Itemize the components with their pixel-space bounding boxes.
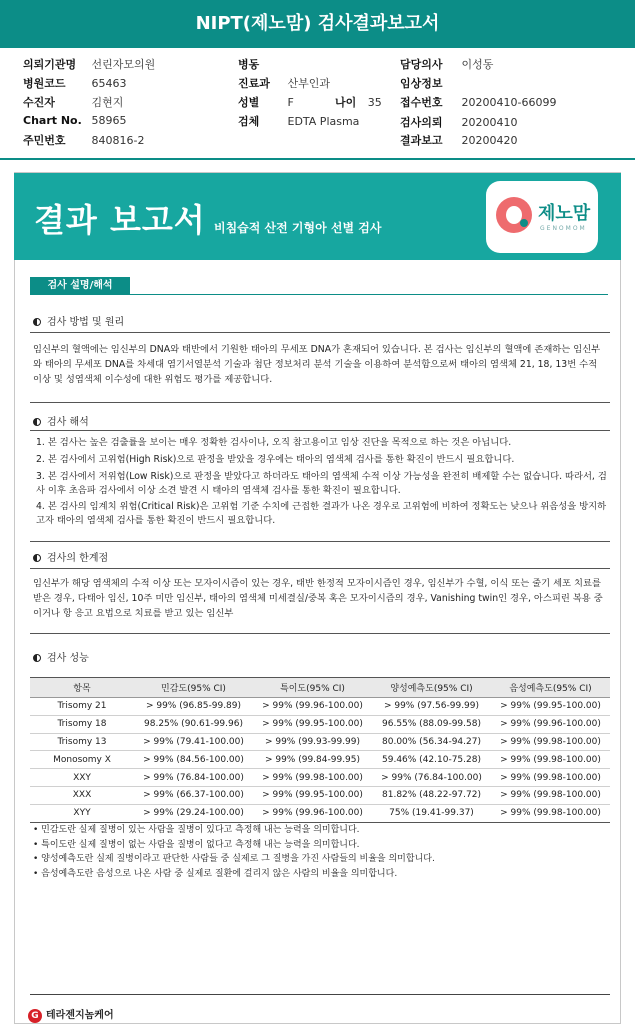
limits-heading: 검사의 한계점 bbox=[33, 549, 108, 564]
limits-text: 임신부가 해당 염색체의 수적 이상 또는 모자이시즘이 있는 경우, 태반 한정적 모자이시즘인 경우, 임신부가 수혈, 이식 또는 줄기 세포 치료를 받은 경우, 다태아 임신, 10주 미만 임신부, 태아의 염색체 미세결실/중복 혹은 모자이시즘의 경우, Vanishing twin인 경우, 아스피린 복용 중이거나 항 응고 요법으로 치료를 받고 있는 임신부 bbox=[33, 578, 603, 619]
column-header: 항목 bbox=[30, 678, 134, 698]
table-header-row bbox=[30, 678, 610, 698]
interpretation-item: 2. 본 검사에서 고위험(High Risk)으로 판정을 받았을 경우에는 태아의 염색체 검사를 통한 확진이 반드시 필요합니다. bbox=[36, 454, 515, 465]
table-cell: 80.00% (56.34-94.27) bbox=[372, 733, 491, 751]
table-row bbox=[30, 698, 610, 716]
table-cell: > 99% (99.96-100.00) bbox=[253, 698, 372, 716]
half-circle-bullet-icon bbox=[33, 554, 41, 562]
age-label: 나이 bbox=[335, 96, 357, 109]
footer-divider bbox=[30, 994, 610, 995]
table-cell: > 99% (99.98-100.00) bbox=[491, 786, 610, 804]
table-cell: Trisomy 18 bbox=[30, 715, 134, 733]
age-value: 35 bbox=[367, 96, 382, 109]
dept-row bbox=[238, 75, 330, 93]
note-item: • 양성예측도란 실제 질병이라고 판단한 사람들 중 실제로 그 질병을 가진 사람들의 비율을 의미합니다. bbox=[33, 854, 435, 864]
accession-value: 20200410-66099 bbox=[461, 96, 557, 109]
table-cell: 81.82% (48.22-97.72) bbox=[372, 786, 491, 804]
table-cell: Trisomy 21 bbox=[30, 698, 134, 716]
table-cell: XYY bbox=[30, 804, 134, 822]
dept-value: 산부인과 bbox=[287, 77, 331, 90]
institution-row bbox=[23, 56, 155, 74]
chart-value: 58965 bbox=[91, 114, 127, 127]
doctor-row bbox=[400, 56, 493, 74]
institution-label: 의뢰기관명 bbox=[23, 58, 77, 71]
table-row bbox=[30, 786, 610, 804]
table-row bbox=[30, 751, 610, 769]
table-cell: 59.46% (42.10-75.28) bbox=[372, 751, 491, 769]
report-row bbox=[400, 132, 518, 150]
table-cell: Trisomy 13 bbox=[30, 733, 134, 751]
logo-subtext: GENOMOM bbox=[540, 225, 587, 232]
receiver-row bbox=[23, 94, 123, 112]
request-label: 검사의뢰 bbox=[400, 116, 443, 129]
table-cell: > 99% (76.84-100.00) bbox=[134, 769, 253, 787]
accession-label: 접수번호 bbox=[400, 96, 443, 109]
table-cell: > 99% (99.95-100.00) bbox=[491, 698, 610, 716]
specimen-label: 검체 bbox=[238, 115, 260, 128]
dept-label: 진료과 bbox=[238, 77, 270, 90]
table-cell: 75% (19.41-99.37) bbox=[372, 804, 491, 822]
table-cell: > 99% (96.85-99.89) bbox=[134, 698, 253, 716]
table-row bbox=[30, 769, 610, 787]
receiver-label: 수진자 bbox=[23, 96, 55, 109]
hospital-code-label: 병원코드 bbox=[23, 77, 66, 90]
interpretation-item: 1. 본 검사는 높은 검출률을 보이는 매우 정확한 검사이나, 오직 참고용이고 임상 진단을 목적으로 하는 것은 아닙니다. bbox=[36, 437, 512, 448]
table-cell: > 99% (99.84-99.95) bbox=[253, 751, 372, 769]
column-header: 양성예측도(95% CI) bbox=[372, 678, 491, 698]
table-cell: > 99% (29.24-100.00) bbox=[134, 804, 253, 822]
half-circle-bullet-icon bbox=[33, 654, 41, 662]
table-cell: Monosomy X bbox=[30, 751, 134, 769]
table-cell: XXY bbox=[30, 769, 134, 787]
sex-label: 성별 bbox=[238, 96, 260, 109]
sex-age-row bbox=[238, 94, 382, 112]
table-cell: > 99% (99.98-100.00) bbox=[491, 804, 610, 822]
table-cell: > 99% (99.95-100.00) bbox=[253, 715, 372, 733]
logo-text: 제노맘 bbox=[538, 203, 591, 224]
performance-heading: 검사 성능 bbox=[33, 649, 89, 664]
genomom-logo bbox=[486, 181, 598, 253]
specimen-value: EDTA Plasma bbox=[287, 115, 360, 128]
table-cell: > 99% (76.84-100.00) bbox=[372, 769, 491, 787]
doctor-label: 담당의사 bbox=[400, 58, 443, 71]
table-cell: > 99% (99.98-100.00) bbox=[491, 733, 610, 751]
report-title: NIPT(제노맘) 검사결과보고서 bbox=[0, 0, 635, 48]
request-row bbox=[400, 114, 518, 132]
note-item: • 민감도란 실제 질병이 있는 사람을 질병이 있다고 측정해 내는 능력을 의미합니다. bbox=[33, 825, 360, 835]
banner-title: 결과 보고서 bbox=[34, 201, 206, 239]
interpretation-item: 4. 본 검사의 임계치 위험(Critical Risk)은 고위험 기준 수치에 근접한 결과가 나온 경우로 고위험에 비하여 정확도는 낮으나 위음성을 방지하고자 태아의 염색체 검사를 통한 확진이 반드시 필요합니다. bbox=[36, 501, 607, 526]
table-cell: > 99% (99.93-99.99) bbox=[253, 733, 372, 751]
table-cell: > 99% (99.98-100.00) bbox=[491, 769, 610, 787]
performance-table bbox=[30, 677, 610, 823]
hospital-code-value: 65463 bbox=[91, 77, 127, 90]
footer-company-name: 테라젠지놈케어 bbox=[46, 1010, 114, 1021]
theragen-g-icon: G bbox=[28, 1009, 42, 1023]
method-heading: 검사 방법 및 원리 bbox=[33, 313, 124, 328]
request-value: 20200410 bbox=[461, 116, 518, 129]
interpretation-heading: 검사 해석 bbox=[33, 413, 89, 428]
table-cell: > 99% (99.96-100.00) bbox=[491, 715, 610, 733]
clinical-row bbox=[400, 75, 460, 93]
rrn-row bbox=[23, 132, 144, 150]
table-cell: > 99% (79.41-100.00) bbox=[134, 733, 253, 751]
table-cell: > 99% (66.37-100.00) bbox=[134, 786, 253, 804]
interpretation-list bbox=[36, 436, 608, 540]
chart-label: Chart No. bbox=[23, 114, 82, 127]
accession-row bbox=[400, 94, 556, 112]
hospital-code-row bbox=[23, 75, 127, 93]
table-cell: > 99% (99.95-100.00) bbox=[253, 786, 372, 804]
ward-row bbox=[238, 56, 284, 74]
table-cell: > 99% (97.56-99.99) bbox=[372, 698, 491, 716]
genomom-mother-icon bbox=[496, 197, 532, 233]
doctor-value: 이성동 bbox=[461, 58, 494, 71]
banner-subtitle: 비침습적 산전 기형아 선별 검사 bbox=[214, 221, 382, 235]
note-item: • 음성예측도란 음성으로 나온 사람 중 실제로 질환에 걸리지 않은 사람의 비율을 의미합니다. bbox=[33, 868, 398, 879]
note-item: • 특이도란 실제 질병이 없는 사람을 질병이 없다고 측정해 내는 능력을 의미합니다. bbox=[33, 839, 360, 850]
report-label: 결과보고 bbox=[400, 134, 443, 147]
table-cell: > 99% (84.56-100.00) bbox=[134, 751, 253, 769]
table-cell: > 99% (99.98-100.00) bbox=[491, 751, 610, 769]
specimen-row bbox=[238, 113, 359, 131]
ward-label: 병동 bbox=[238, 58, 260, 71]
result-banner bbox=[14, 173, 621, 260]
rrn-label: 주민번호 bbox=[23, 134, 66, 147]
report-value: 20200420 bbox=[461, 134, 518, 147]
sex-value: F bbox=[287, 96, 294, 109]
table-row bbox=[30, 715, 610, 733]
table-cell: 96.55% (88.09-99.58) bbox=[372, 715, 491, 733]
clinical-label: 임상정보 bbox=[400, 77, 443, 90]
half-circle-bullet-icon bbox=[33, 418, 41, 426]
footer-company-logo bbox=[28, 1006, 114, 1023]
half-circle-bullet-icon bbox=[33, 318, 41, 326]
section-tab-description: 검사 설명/해석 bbox=[30, 277, 130, 294]
column-header: 음성예측도(95% CI) bbox=[491, 678, 610, 698]
column-header: 민감도(95% CI) bbox=[134, 678, 253, 698]
header-divider bbox=[0, 158, 635, 160]
receiver-value: 김현지 bbox=[91, 96, 124, 109]
column-header: 특이도(95% CI) bbox=[253, 678, 372, 698]
table-cell: > 99% (99.96-100.00) bbox=[253, 804, 372, 822]
method-text: 임신부의 혈액에는 임신부의 DNA와 태반에서 기원한 태아의 무세포 DNA가 혼재되어 있습니다. 본 검사는 임신부의 혈액에 존재하는 임신부와 태아의 무세포 DNA를 차세대 염기서열분석 기술과 첨단 정보처리 분석 기술을 이용하여 분석함으로써 태아의 염색체 21, 18, 13번 수적 이상 및 성염색체 이수성에 대한 위험도 평가를 제공합니다. bbox=[33, 344, 601, 385]
table-cell: 98.25% (90.61-99.96) bbox=[134, 715, 253, 733]
table-cell: > 99% (99.98-100.00) bbox=[253, 769, 372, 787]
table-cell: XXX bbox=[30, 786, 134, 804]
rrn-value: 840816-2 bbox=[91, 134, 145, 147]
chart-row bbox=[23, 114, 127, 132]
section-tab-underline bbox=[30, 294, 608, 295]
performance-notes bbox=[33, 823, 608, 881]
table-row bbox=[30, 804, 610, 822]
interpretation-item: 3. 본 검사에서 저위험(Low Risk)으로 판정을 받았다고 하더라도 태아의 염색체 수적 이상 가능성을 완전히 배제할 수는 없습니다. 따라서, 검사 이후 초음파 검사에서 이상 소견 발견 시 태아의 염색체 검사를 통한 확진이 필요합니다. bbox=[36, 471, 607, 496]
institution-value: 선린자모의원 bbox=[91, 58, 156, 71]
table-row bbox=[30, 733, 610, 751]
